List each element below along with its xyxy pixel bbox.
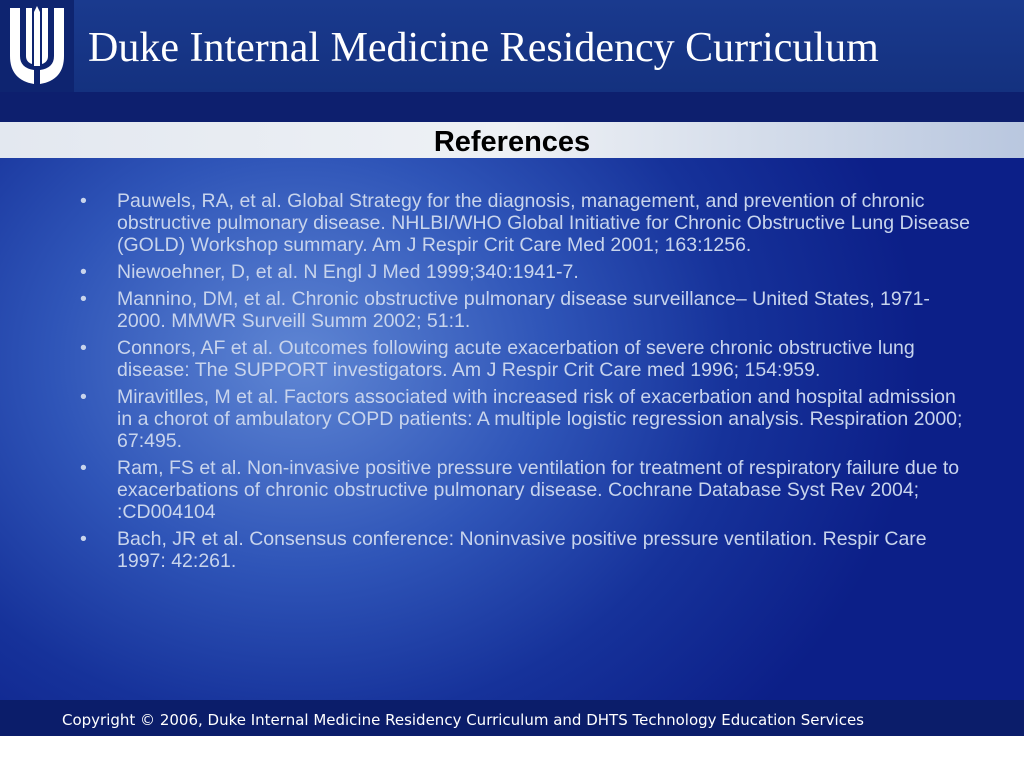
logo [0, 0, 74, 92]
reference-text: Pauwels, RA, et al. Global Strategy for the diagnosis, management, and prevention of chronic obstructive pulmonary disease. NHLBI/WHO Global Initiative for Chronic Obstructive Lung Disease (GOLD) Workshop summary. Am J Respir Crit Care Med 2001; 163:1256. [117, 190, 970, 256]
bullet: • [80, 528, 87, 550]
bullet: • [80, 288, 87, 310]
slide-footer [0, 700, 1024, 736]
slide-header [0, 0, 1024, 92]
reference-item [80, 190, 972, 256]
reference-item [80, 288, 972, 332]
reference-item [80, 386, 972, 452]
page-title: Duke Internal Medicine Residency Curriculum [88, 25, 879, 71]
bullet: • [80, 386, 87, 408]
header-divider [0, 92, 1024, 122]
reference-text: Miravitlles, M et al. Factors associated with increased risk of exacerbation and hospital admission in a chorot of ambulatory COPD patients: A multiple logistic regression analysis. Respiration 2000; 67:495. [117, 386, 963, 452]
reference-item [80, 528, 972, 572]
bullet: • [80, 261, 87, 283]
reference-item [80, 337, 972, 381]
reference-list [80, 190, 972, 577]
reference-item [80, 457, 972, 523]
reference-text: Niewoehner, D, et al. N Engl J Med 1999;340:1941-7. [117, 261, 579, 283]
bullet: • [80, 337, 87, 359]
bullet: • [80, 190, 87, 212]
reference-text: Bach, JR et al. Consensus conference: Noninvasive positive pressure ventilation. Respir Care 1997: 42:261. [117, 528, 927, 572]
copyright-text: Copyright © 2006, Duke Internal Medicine Residency Curriculum and DHTS Technology Education Services [62, 711, 864, 729]
reference-item [80, 261, 972, 283]
reference-text: Connors, AF et al. Outcomes following acute exacerbation of severe chronic obstructive lung disease: The SUPPORT investigators. Am J Respir Crit Care med 1996; 154:959. [117, 337, 915, 381]
duke-chapel-logo-icon [6, 6, 68, 86]
slide-subtitle: References [433, 126, 591, 158]
reference-text: Mannino, DM, et al. Chronic obstructive pulmonary disease surveillance– United States, 1971-2000. MMWR Surveill Summ 2002; 51:1. [117, 288, 930, 332]
reference-text: Ram, FS et al. Non-invasive positive pressure ventilation for treatment of respiratory failure due to exacerbations of chronic obstructive pulmonary disease. Cochrane Database Syst Rev 2004; :CD004104 [117, 457, 960, 523]
bullet: • [80, 457, 87, 479]
